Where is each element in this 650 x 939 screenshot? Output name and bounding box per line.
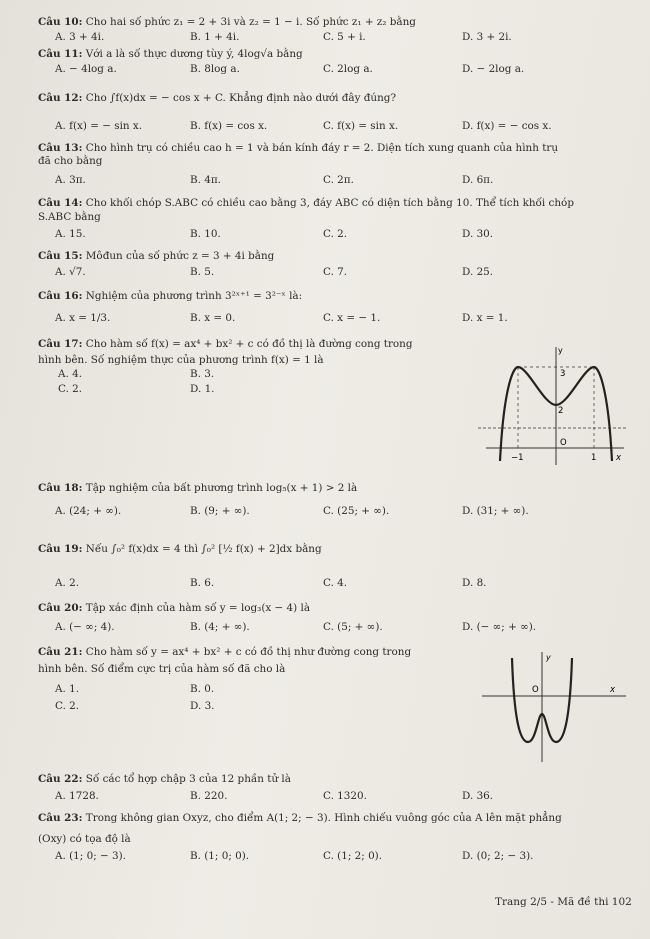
- option-c: C. (25; + ∞).: [323, 505, 390, 517]
- question-text: Cho hình trụ có chiều cao h = 1 và bán kính đáy r = 2. Diện tích xung quanh của hình trụ: [85, 142, 559, 154]
- option-d: D. (31; + ∞).: [462, 505, 529, 517]
- question-number: Câu 12:: [38, 92, 83, 104]
- question-text-cont: hình bên. Số điểm cực trị của hàm số đã cho là: [38, 663, 286, 675]
- option-d: D. 30.: [462, 228, 494, 240]
- y-label: y: [546, 653, 551, 662]
- question-text: Với a là số thực dương tùy ý, 4log√a bằng: [85, 48, 303, 60]
- tick-x-neg1: −1: [511, 453, 524, 463]
- question-number: Câu 10:: [38, 16, 83, 28]
- option-a: A. 1728.: [55, 790, 99, 802]
- option-a: A. x = 1/3.: [55, 312, 111, 324]
- option-d: D. 3 + 2i.: [462, 31, 512, 43]
- page-footer: Trang 2/5 - Mã đề thi 102: [495, 896, 632, 908]
- question-23: [38, 812, 562, 825]
- question-number: Câu 13:: [38, 142, 83, 154]
- question-text: Nghiệm của phương trình 3²ˣ⁺¹ = 3²⁻ˣ là:: [85, 290, 303, 302]
- question-text: Tập nghiệm của bất phương trình log₅(x + 1) > 2 là: [85, 482, 358, 494]
- question-18: [38, 482, 357, 495]
- option-a: A. f(x) = − sin x.: [55, 120, 143, 132]
- question-22: [38, 773, 291, 786]
- option-b: B. 5.: [190, 266, 215, 278]
- option-c: C. x = − 1.: [323, 312, 381, 324]
- option-a: A. 4.: [58, 368, 83, 380]
- y-label: y: [558, 346, 563, 355]
- option-d: D. 36.: [462, 790, 494, 802]
- option-a: A. 2.: [55, 577, 80, 589]
- option-b: B. x = 0.: [190, 312, 236, 324]
- option-b: B. 8log a.: [190, 63, 240, 75]
- option-c: C. 2.: [58, 383, 83, 395]
- origin-label: O: [532, 685, 539, 695]
- option-b: B. 0.: [190, 683, 215, 695]
- question-text: Cho hai số phức z₁ = 2 + 3i và z₂ = 1 − i. Số phức z₁ + z₂ bằng: [85, 16, 416, 28]
- tick-x-1: 1: [591, 453, 597, 463]
- option-a: A. (24; + ∞).: [55, 505, 122, 517]
- option-b: B. 10.: [190, 228, 221, 240]
- option-a: A. 15.: [55, 228, 86, 240]
- option-c: C. (5; + ∞).: [323, 621, 383, 633]
- option-d: D. 8.: [462, 577, 487, 589]
- question-number: Câu 16:: [38, 290, 83, 302]
- option-b: B. 6.: [190, 577, 215, 589]
- option-a: A. √7.: [55, 266, 86, 278]
- option-b: B. (9; + ∞).: [190, 505, 250, 517]
- question-number: Câu 15:: [38, 250, 83, 262]
- option-c: C. 2log a.: [323, 63, 373, 75]
- option-d: D. 3.: [190, 700, 215, 712]
- option-a: A. 1.: [55, 683, 80, 695]
- option-d: D. x = 1.: [462, 312, 508, 324]
- question-text-cont: S.ABC bằng: [38, 211, 101, 223]
- option-d: D. (0; 2; − 3).: [462, 850, 534, 862]
- question-text: Cho hàm số f(x) = ax⁴ + bx² + c có đồ thị là đường cong trong: [85, 338, 413, 350]
- option-a: A. − 4log a.: [55, 63, 117, 75]
- option-d: D. (− ∞; + ∞).: [462, 621, 537, 633]
- graph-q21: [478, 650, 630, 765]
- option-c: C. 2.: [323, 228, 348, 240]
- option-b: B. (4; + ∞).: [190, 621, 250, 633]
- option-c: C. 5 + i.: [323, 31, 366, 43]
- tick-y-3: 3: [560, 369, 566, 379]
- question-11: [38, 48, 303, 61]
- option-c: C. f(x) = sin x.: [323, 120, 399, 132]
- question-text-cont: đã cho bằng: [38, 155, 103, 167]
- question-text: Nếu ∫₀² f(x)dx = 4 thì ∫₀² [½ f(x) + 2]dx bằng: [85, 543, 322, 555]
- option-c: C. 2.: [55, 700, 80, 712]
- option-d: D. − 2log a.: [462, 63, 525, 75]
- option-b: B. 4π.: [190, 174, 221, 186]
- x-label: x: [610, 685, 616, 695]
- question-10: [38, 16, 416, 29]
- x-label: x: [616, 453, 622, 463]
- question-number: Câu 20:: [38, 602, 83, 614]
- question-text: Tập xác định của hàm số y = log₃(x − 4) là: [85, 602, 311, 614]
- question-text: Cho hàm số y = ax⁴ + bx² + c có đồ thị như đường cong trong: [85, 646, 412, 658]
- question-number: Câu 18:: [38, 482, 83, 494]
- question-21: [38, 646, 411, 659]
- origin-label: O: [560, 438, 567, 448]
- option-b: B. 1 + 4i.: [190, 31, 240, 43]
- question-text-cont: hình bên. Số nghiệm thực của phương trình f(x) = 1 là: [38, 354, 324, 366]
- question-text: Môđun của số phức z = 3 + 4i bằng: [85, 250, 275, 262]
- question-number: Câu 23:: [38, 812, 83, 824]
- question-text: Cho ∫f(x)dx = − cos x + C. Khẳng định nào dưới đây đúng?: [85, 92, 397, 104]
- option-c: C. 4.: [323, 577, 348, 589]
- option-c: C. 1320.: [323, 790, 367, 802]
- question-number: Câu 11:: [38, 48, 83, 60]
- question-text: Số các tổ hợp chập 3 của 12 phần tử là: [85, 773, 291, 785]
- option-b: B. f(x) = cos x.: [190, 120, 268, 132]
- question-number: Câu 21:: [38, 646, 83, 658]
- option-c: C. 7.: [323, 266, 348, 278]
- question-14: [38, 197, 574, 210]
- option-c: C. 2π.: [323, 174, 354, 186]
- question-number: Câu 19:: [38, 543, 83, 555]
- option-c: C. (1; 2; 0).: [323, 850, 383, 862]
- question-16: [38, 290, 302, 303]
- graph-q17: [478, 343, 630, 471]
- question-13: [38, 142, 558, 155]
- option-d: D. 6π.: [462, 174, 494, 186]
- question-number: Câu 22:: [38, 773, 83, 785]
- option-b: B. 3.: [190, 368, 215, 380]
- option-d: D. 1.: [190, 383, 215, 395]
- option-a: A. (− ∞; 4).: [55, 621, 115, 633]
- question-text: Cho khối chóp S.ABC có chiều cao bằng 3, đáy ABC có diện tích bằng 10. Thể tích khối chóp: [85, 197, 574, 209]
- question-text-cont: (Oxy) có tọa độ là: [38, 833, 131, 845]
- option-d: D. f(x) = − cos x.: [462, 120, 552, 132]
- question-12: [38, 92, 396, 105]
- option-a: A. 3π.: [55, 174, 86, 186]
- question-19: [38, 543, 322, 556]
- question-20: [38, 602, 310, 615]
- question-number: Câu 14:: [38, 197, 83, 209]
- question-number: Câu 17:: [38, 338, 83, 350]
- question-15: [38, 250, 274, 263]
- option-a: A. (1; 0; − 3).: [55, 850, 126, 862]
- option-b: B. 220.: [190, 790, 228, 802]
- question-17: [38, 338, 413, 351]
- option-a: A. 3 + 4i.: [55, 31, 105, 43]
- question-text: Trong không gian Oxyz, cho điểm A(1; 2; − 3). Hình chiếu vuông góc của A lên mặt phẳng: [85, 812, 562, 824]
- option-d: D. 25.: [462, 266, 494, 278]
- option-b: B. (1; 0; 0).: [190, 850, 250, 862]
- tick-y-2: 2: [558, 406, 564, 416]
